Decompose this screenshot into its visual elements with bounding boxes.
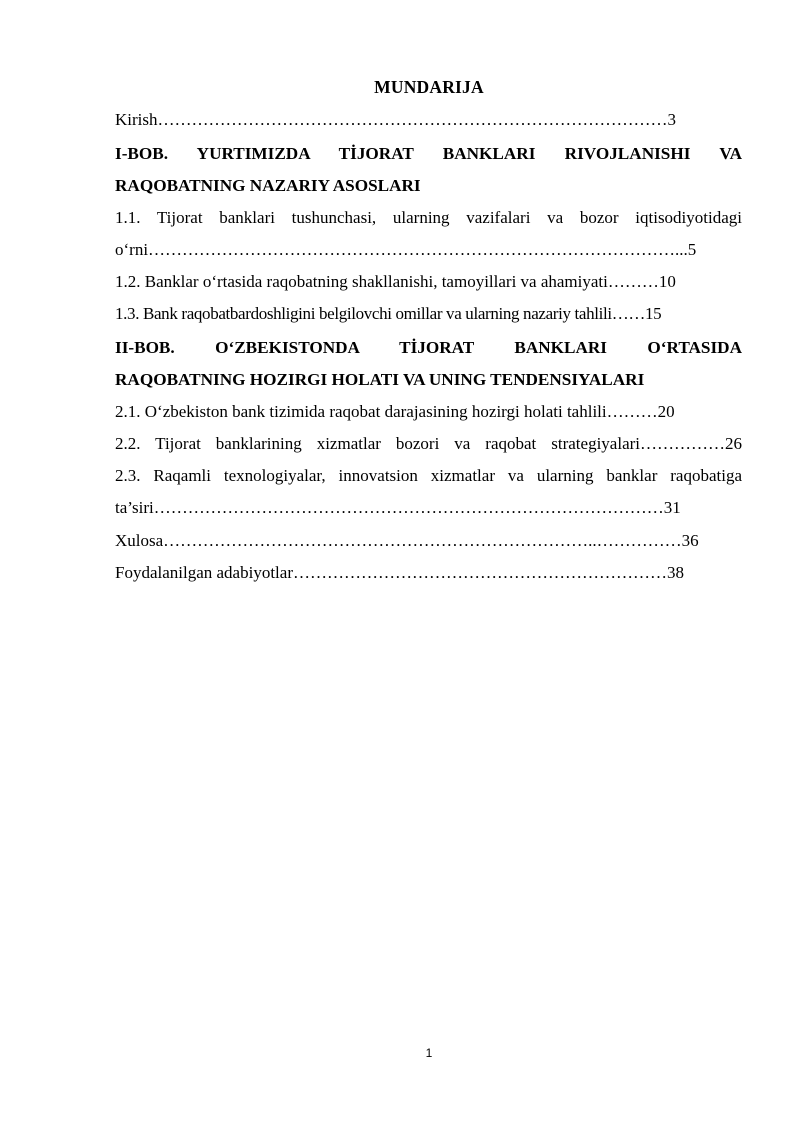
toc-entry-kirish: Kirish………………………………………………………………………………3 [115, 110, 676, 129]
page-title: MUNDARIJA [374, 77, 484, 97]
toc-entry-2-1: 2.1. O‘zbekiston bank tizimida raqobat darajasining hozirgi holati tahlili………20 [115, 402, 675, 421]
toc-entry-1-1-line-1: 1.1. Tijorat banklari tushunchasi, ularning vazifalari va bozor iqtisodiyotidagi [115, 208, 742, 227]
toc-chapter-2-line-1: II-BOB. O‘ZBEKISTONDA TİJORAT BANKLARI O‘RTASIDA [115, 338, 742, 357]
toc-chapter-1-line-2: RAQOBATNING NAZARIY ASOSLARI [115, 176, 421, 195]
toc-entry-1-1-line-2: o‘rni…………………………………………………………………………………...5 [115, 240, 697, 259]
toc-entry-2-2: 2.2. Tijorat banklarining xizmatlar bozori va raqobat strategiyalari……………26 [115, 434, 742, 453]
toc-chapter-1-line-1: I-BOB. YURTIMIZDA TİJORAT BANKLARI RIVOJLANISHI VA [115, 144, 742, 163]
toc-entry-xulosa: Xulosa…………………………………………………………………..……………36 [115, 531, 699, 550]
toc-entry-1-2: 1.2. Banklar o‘rtasida raqobatning shakllanishi, tamoyillari va ahamiyati………10 [115, 272, 676, 291]
page-number: 1 [425, 1046, 433, 1060]
toc-entry-2-3-line-2: ta’siri………………………………………………………………………………31 [115, 498, 681, 517]
toc-entry-adabiyotlar: Foydalanilgan adabiyotlar…………………………………………………………38 [115, 563, 684, 582]
toc-entry-2-3-line-1: 2.3. Raqamli texnologiyalar, innovatsion xizmatlar va ularning banklar raqobatiga [115, 466, 742, 485]
toc-entry-1-3: 1.3. Bank raqobatbardoshligini belgilovchi omillar va ularning nazariy tahlili……15 [115, 304, 662, 323]
toc-chapter-2-line-2: RAQOBATNING HOZIRGI HOLATI VA UNING TENDENSIYALARI [115, 370, 645, 389]
